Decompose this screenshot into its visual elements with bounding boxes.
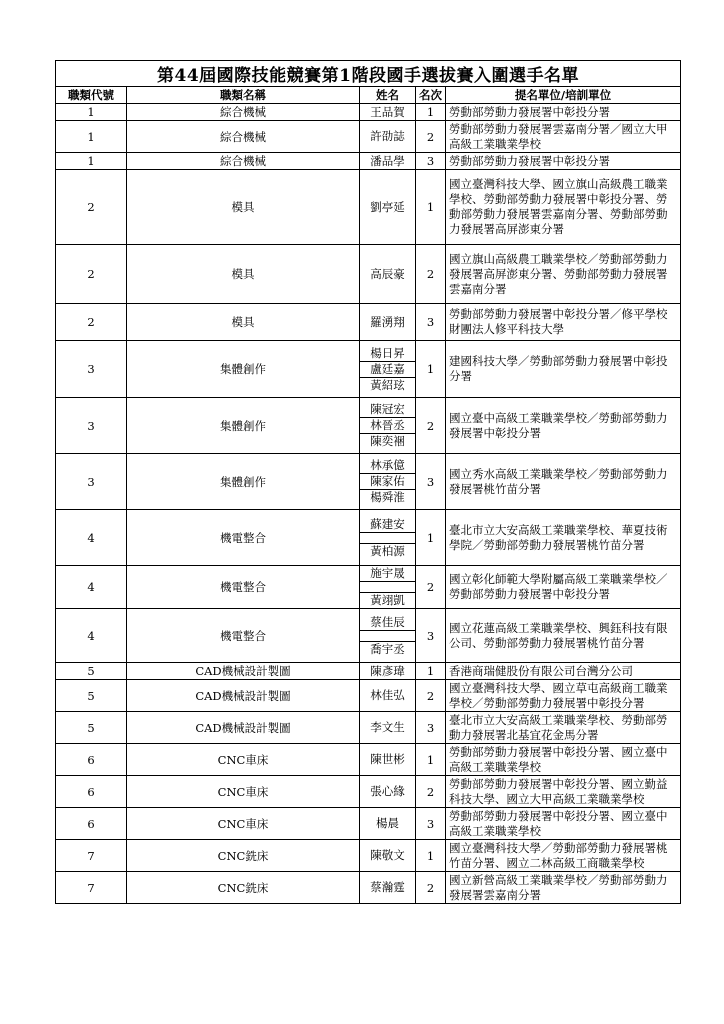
table-row — [56, 840, 681, 872]
competitor-names-cell — [360, 170, 416, 245]
competitor-name: 陳冠宏 — [360, 402, 415, 418]
trade-code-cell: 5 — [56, 663, 127, 680]
table-row — [56, 776, 681, 808]
trade-code-cell: 2 — [56, 170, 127, 245]
trade-code-cell: 1 — [56, 153, 127, 170]
trade-code-cell: 5 — [56, 712, 127, 744]
competitor-name: 施宇晟 — [360, 566, 415, 582]
trade-name-cell: CNC車床 — [127, 744, 360, 776]
table-row — [56, 872, 681, 904]
competitor-name: 李文生 — [370, 720, 405, 734]
rank-cell: 1 — [416, 510, 446, 566]
trade-name-cell: 綜合機械 — [127, 153, 360, 170]
competitor-name: 陳彥瑋 — [370, 663, 405, 678]
competitor-name: 楊日昇 — [360, 346, 415, 362]
trade-code-cell: 3 — [56, 341, 127, 398]
trade-name-cell: 綜合機械 — [127, 121, 360, 153]
competitor-name: 劉亭延 — [370, 199, 405, 214]
trade-name-cell: CNC車床 — [127, 776, 360, 808]
trade-name-cell: CAD機械設計製圖 — [127, 680, 360, 712]
table-row — [56, 398, 681, 454]
rank-cell: 2 — [416, 121, 446, 153]
trade-code-cell: 4 — [56, 609, 127, 663]
nominating-org-cell: 香港商瑞健股份有限公司台灣分公司 — [446, 663, 681, 680]
rank-cell: 2 — [416, 776, 446, 808]
competitor-name: 蘇建安 — [360, 517, 415, 533]
nominating-org-cell: 勞動部勞動力發展署中彰投分署、國立臺中高級工業職業學校 — [446, 808, 681, 840]
table-row — [56, 245, 681, 304]
rank-cell: 1 — [416, 341, 446, 398]
trade-code-cell: 6 — [56, 744, 127, 776]
competitor-names-cell — [360, 245, 416, 304]
trade-name-cell: 集體創作 — [127, 398, 360, 454]
document-title: 第44屆國際技能競賽第1階段國手選拔賽入圍選手名單 — [56, 61, 681, 87]
competitor-names-cell — [360, 398, 416, 454]
trade-name-cell: 模具 — [127, 304, 360, 341]
nominating-org-cell: 勞動部勞動力發展署中彰投分署 — [446, 153, 681, 170]
trade-name-cell: CAD機械設計製圖 — [127, 712, 360, 744]
nominating-org-cell: 國立臺灣科技大學、國立旗山高級農工職業學校、勞動部勞動力發展署中彰投分署、勞動部勞動力發展署雲嘉南分署、勞動部勞動力發展署高屏澎東分署 — [446, 170, 681, 245]
trade-name-cell: 模具 — [127, 170, 360, 245]
competitor-name: 王品賀 — [370, 104, 405, 119]
nominating-org-cell: 建國科技大學／勞動部勞動力發展署中彰投分署 — [446, 341, 681, 398]
header-rank: 名次 — [416, 87, 446, 104]
rank-cell: 2 — [416, 245, 446, 304]
trade-name-cell: CNC車床 — [127, 808, 360, 840]
competitor-names-cell — [360, 454, 416, 510]
competitor-name: 林承億 — [360, 458, 415, 474]
competitor-names-cell — [360, 808, 416, 840]
header-org: 提名單位/培訓單位 — [446, 87, 681, 104]
trade-code-cell: 3 — [56, 398, 127, 454]
competitor-names-cell — [360, 663, 416, 680]
competitor-name: 高辰豪 — [370, 266, 405, 281]
trade-code-cell: 2 — [56, 304, 127, 341]
rank-cell: 3 — [416, 153, 446, 170]
rank-cell: 3 — [416, 808, 446, 840]
competitor-name: 陳敬文 — [370, 848, 405, 862]
competitor-names-cell — [360, 744, 416, 776]
nominating-org-cell: 國立秀水高級工業職業學校／勞動部勞動力發展署桃竹苗分署 — [446, 454, 681, 510]
competitor-name: 楊舜淮 — [370, 490, 405, 504]
nominating-org-cell: 國立彰化師範大學附屬高級工業職業學校／勞動部勞動力發展署中彰投分署 — [446, 566, 681, 609]
competitor-names-cell — [360, 776, 416, 808]
nominating-org-cell: 國立花蓮高級工業職業學校、興鈺科技有限公司、勞動部勞動力發展署桃竹苗分署 — [446, 609, 681, 663]
rank-cell: 2 — [416, 566, 446, 609]
competitor-name: 黃柏源 — [360, 543, 415, 559]
table-row — [56, 566, 681, 609]
trade-name-cell: CAD機械設計製圖 — [127, 663, 360, 680]
trade-code-cell: 7 — [56, 872, 127, 904]
trade-name-cell: 機電整合 — [127, 609, 360, 663]
nominating-org-cell: 國立臺灣科技大學／勞動部勞動力發展署桃竹苗分署、國立二林高級工商職業學校 — [446, 840, 681, 872]
trade-code-cell: 4 — [56, 510, 127, 566]
rank-cell: 1 — [416, 744, 446, 776]
rank-cell: 3 — [416, 609, 446, 663]
competitor-names-cell — [360, 304, 416, 341]
competitor-name: 羅湧翔 — [370, 314, 405, 329]
rank-cell: 2 — [416, 680, 446, 712]
table-row — [56, 680, 681, 712]
competitor-name: 蔡佳辰 — [360, 615, 415, 631]
trade-code-cell: 5 — [56, 680, 127, 712]
trade-code-cell: 1 — [56, 121, 127, 153]
table-row — [56, 170, 681, 245]
competitor-name: 喬宇丞 — [360, 641, 415, 657]
nominating-org-cell: 勞動部勞動力發展署中彰投分署 — [446, 104, 681, 121]
trade-name-cell: 綜合機械 — [127, 104, 360, 121]
trade-name-cell: CNC銑床 — [127, 872, 360, 904]
trade-code-cell: 7 — [56, 840, 127, 872]
table-header-row — [56, 87, 681, 104]
nominating-org-cell: 臺北市立大安高級工業職業學校、勞動部勞動力發展署北基宜花金馬分署 — [446, 712, 681, 744]
table-row — [56, 454, 681, 510]
rank-cell: 3 — [416, 712, 446, 744]
trade-name-cell: CNC銑床 — [127, 840, 360, 872]
rank-cell: 1 — [416, 663, 446, 680]
trade-code-cell: 1 — [56, 104, 127, 121]
competitor-name: 林佳弘 — [370, 688, 405, 702]
competitor-names-cell — [360, 104, 416, 121]
trade-name-cell: 集體創作 — [127, 341, 360, 398]
competitor-names-cell — [360, 341, 416, 398]
competitor-name: 黃翊凱 — [360, 592, 415, 608]
selection-table — [55, 60, 681, 904]
rank-cell: 3 — [416, 454, 446, 510]
trade-code-cell: 6 — [56, 776, 127, 808]
table-row — [56, 153, 681, 170]
nominating-org-cell: 勞動部勞動力發展署中彰投分署、國立勤益科技大學、國立大甲高級工業職業學校 — [446, 776, 681, 808]
competitor-names-cell — [360, 566, 416, 609]
trade-name-cell: 集體創作 — [127, 454, 360, 510]
header-trade: 職類名稱 — [127, 87, 360, 104]
rank-cell: 3 — [416, 304, 446, 341]
table-row — [56, 808, 681, 840]
header-name: 姓名 — [360, 87, 416, 104]
rank-cell: 1 — [416, 840, 446, 872]
trade-name-cell: 機電整合 — [127, 510, 360, 566]
rank-cell: 2 — [416, 398, 446, 454]
table-body — [56, 104, 681, 904]
trade-code-cell: 2 — [56, 245, 127, 304]
rank-cell: 1 — [416, 104, 446, 121]
nominating-org-cell: 國立新營高級工業職業學校／勞動部勞動力發展署雲嘉南分署 — [446, 872, 681, 904]
table-row — [56, 121, 681, 153]
rank-cell: 1 — [416, 170, 446, 245]
rank-cell: 2 — [416, 872, 446, 904]
table-row — [56, 304, 681, 341]
competitor-names-cell — [360, 121, 416, 153]
competitor-name: 張心緣 — [370, 784, 405, 798]
trade-name-cell: 模具 — [127, 245, 360, 304]
table-row — [56, 104, 681, 121]
nominating-org-cell: 國立臺中高級工業職業學校／勞動部勞動力發展署中彰投分署 — [446, 398, 681, 454]
competitor-names-cell — [360, 153, 416, 170]
table-row — [56, 663, 681, 680]
competitor-names-cell — [360, 712, 416, 744]
competitor-name: 許劭誌 — [370, 129, 405, 143]
nominating-org-cell: 勞動部勞動力發展署中彰投分署、國立臺中高級工業職業學校 — [446, 744, 681, 776]
table-row — [56, 609, 681, 663]
table-row — [56, 510, 681, 566]
competitor-name: 盧廷嘉 — [360, 362, 415, 378]
competitor-names-cell — [360, 510, 416, 566]
table-row — [56, 744, 681, 776]
trade-name-cell: 機電整合 — [127, 566, 360, 609]
nominating-org-cell: 臺北市立大安高級工業職業學校、華夏技術學院／勞動部勞動力發展署桃竹苗分署 — [446, 510, 681, 566]
header-code: 職類代號 — [56, 87, 127, 104]
competitor-name: 黃紹玹 — [370, 377, 405, 392]
competitor-name: 林晉丞 — [360, 418, 415, 434]
table-row — [56, 712, 681, 744]
trade-code-cell: 3 — [56, 454, 127, 510]
competitor-name: 陳奕裍 — [370, 434, 405, 448]
nominating-org-cell: 勞動部勞動力發展署中彰投分署／修平學校財團法人修平科技大學 — [446, 304, 681, 341]
competitor-names-cell — [360, 872, 416, 904]
competitor-name: 陳世彬 — [370, 752, 405, 766]
competitor-names-cell — [360, 609, 416, 663]
competitor-names-cell — [360, 680, 416, 712]
competitor-name: 潘品學 — [370, 153, 405, 168]
table-row — [56, 341, 681, 398]
trade-code-cell: 4 — [56, 566, 127, 609]
trade-code-cell: 6 — [56, 808, 127, 840]
competitor-names-cell — [360, 840, 416, 872]
competitor-name: 陳家佑 — [360, 474, 415, 490]
nominating-org-cell: 國立臺灣科技大學、國立草屯高級商工職業學校／勞動部勞動力發展署中彰投分署 — [446, 680, 681, 712]
competitor-name: 蔡瀚霆 — [370, 880, 405, 894]
competitor-name: 楊晨 — [376, 816, 399, 830]
nominating-org-cell: 國立旗山高級農工職業學校／勞動部勞動力發展署高屏澎東分署、勞動部勞動力發展署雲嘉南分署 — [446, 245, 681, 304]
nominating-org-cell: 勞動部勞動力發展署雲嘉南分署／國立大甲高級工業職業學校 — [446, 121, 681, 153]
